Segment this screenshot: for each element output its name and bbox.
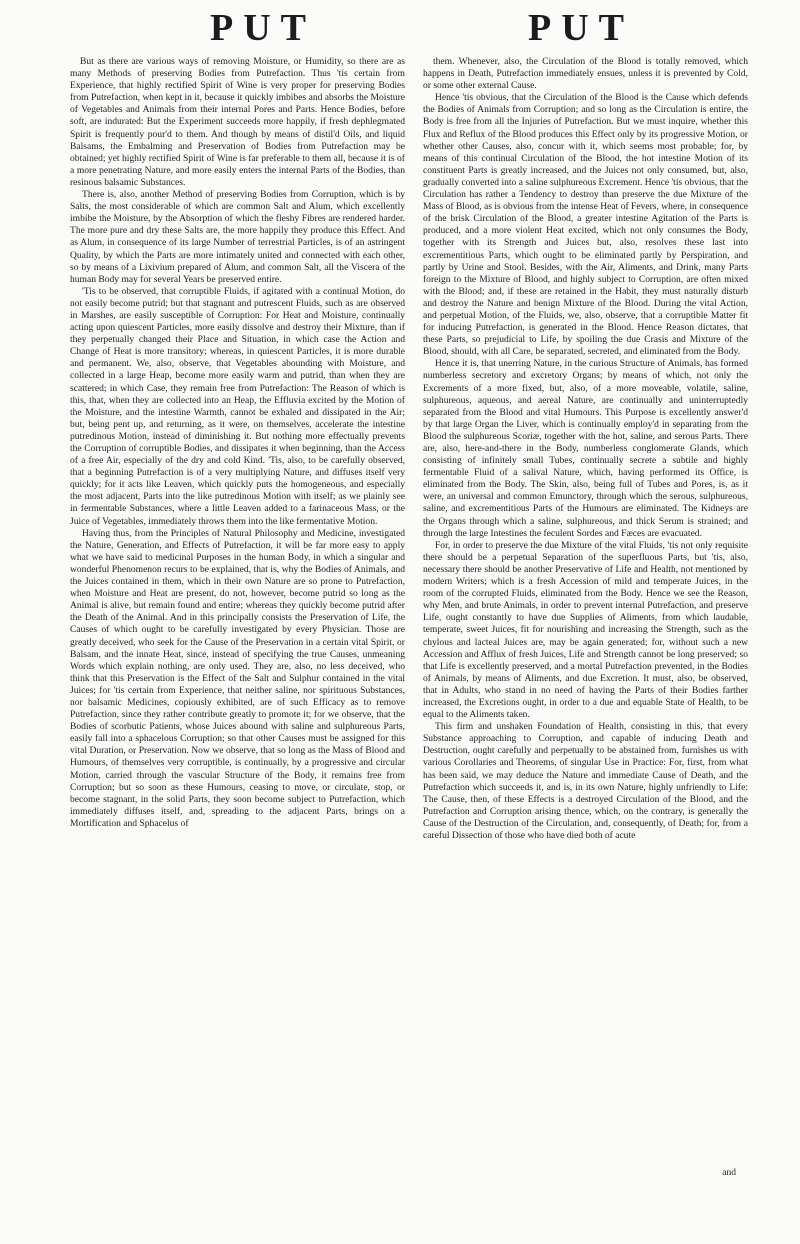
paragraph: them. Whenever, also, the Circulation of the Blood is totally removed, which happens in Death, Putrefaction immediately ensues, unless it is prevented by Cold, or some other external Cause. (423, 56, 748, 92)
right-text-column (423, 56, 748, 1236)
catchword: and (722, 1168, 736, 1178)
running-head-left: PUT (210, 7, 316, 49)
paragraph: Having thus, from the Principles of Natural Philosophy and Medicine, investigated the Nature, Generation, and Effects of Putrefaction, it will be far more easy to apply what we have said to medicinal Purposes in the human Body, in which a singular and wonderful Phenomenon recurs to be explained, that is, why the Bodies of Animals, and the Juices contained in them, which in their own Nature are so prone to Putrefaction, when Moisture and Heat are present, do not, however, become putrid so long as the Animal is alive, but remain found and entire; whereas they quickly become putrid after the Death of the Animal. And in this principally consists the Preservation of Life, the Causes of which ought to be carefully investigated by every Physician. Those are greatly deceived, who seek for the Cause of the Preservation in a certain vital Spirit, or Balsam, and the innate Heat, since, instead of specifying the true Causes, unmeaning Words which explain nothing, are only used. They are, also, no less deceived, who think that this Preservation is the Effect of the Salt and Sulphur contained in the vital Juices; for 'tis certain from Experience, that neither saline, nor spirituous Substances, nor balsamic Medicines, copiously exhibited, are of such Efficacy as to remove Putrefaction, since they rather contribute greatly to promote it; for we observe, that the Bodies of scorbutic Patients, whose Juices abound with saline and sulphureous Parts, easily fall into a sphacelous Corruption; so that other Causes must be assigned for this vital Duration, or Preservation. Now we observe, that so long as the Mass of Blood and Humours, of themselves very corruptible, is continually, by a progressive and circular Motion, carried through the vascular Structure of the Body, it remains free from Corruption; but so soon as these Humours, ceasing to move, or circulate, stop, or become stagnant, in the solid Parts, they soon become subject to Putrefaction, which immediately diffuses itself, and, spreading to the adjacent Parts, brings on a Mortification and Sphacelus of (70, 527, 405, 829)
paragraph: There is, also, another Method of preserving Bodies from Corruption, which is by Salts, the most considerable of which are common Salt and Alum, which excellently imbibe the Moisture, by the Absorption of which the fleshy Fibres are rendered harder. The more pure and dry these Salts are, the more happily they produce this Effect. And as Alum, in consequence of its large Number of terrestrial Particles, is of an astringent Quality, by which the Parts are more intimately united and connected with each other, so by means of a Lixivium prepared of Alum, and common Salt, all the Viscera of the human Body may for several Years be preserved entire. (70, 189, 405, 285)
left-text-column (70, 56, 405, 1236)
paragraph: Hence it is, that unerring Nature, in the curious Structure of Animals, has formed numberless secretory and excretory Organs; by means of which, not only the Excrements of a more fixed, but, also, of a more moveable, volatile, saline, sulphureous, aqueous, and aereal Nature, are continually and uninterruptedly separated from the Blood and vital Humours. This Purpose is excellently answer'd by that large Organ the Liver, which is continually employ'd in separating from the Blood the sulphureous Scoriæ, together with the hot, saline, and serous Parts. There are, also, here-and-there in the Body, numberless conglomerate Glands, which consisting of infinitely small Tubes, continually secrete a subtile and highly fermentable Fluid of a salival Nature, which, having performed its Office, is eliminated from the Body. The Skin, also, being full of Tubes and Pores, is, as it were, an universal and common Emunctory, through which the serous, sulphureous, saline, and excrementitious Parts of the Humours are eliminated. The Kidneys are the Organs through which a saline, sulphureous, and thick Serum is strained; and through the large Intestines the feculent Sordes and Fæces are evacuated. (423, 358, 748, 539)
paragraph: This firm and unshaken Foundation of Health, consisting in this, that every Substance approaching to Corruption, and capable of inducing Death and Destruction, ought carefully and perpetually to be abstained from, furnishes us with various Corollaries and Theorems, of singular Use in Practice: For, first, from what has been said, we may deduce the Nature and immediate Cause of Death, and the Putrefaction which succeeds it, and is, in its own Nature, highly unfriendly to Life: The Cause, then, of these Effects is a destroyed Circulation of the Blood, and the Putrefaction and Corruption arising thence, which, on the contrary, is generally the Cause of the Destruction of the Circulation, and, consequently, of Death; for, from a careful Dissection of those who have died both of acute (423, 721, 748, 841)
paragraph: But as there are various ways of removing Moisture, or Humidity, so there are as many Methods of preserving Bodies from Putrefaction. Thus 'tis certain from Experience, that highly rectified Spirit of Wine is very proper for preserving Bodies from Putrefaction, when kept in it, because it quickly imbibes and absorbs the Moisture of Vegetables and Animals from their internal Pores and Parts. Hence Bodies, before soft, are indurated: But the Experiment succeeds more happily, if fresh dephlegmated Spirit is frequently pour'd to them. And though by means of distil'd Oils, and liquid Balsams, the Embalming and Preservation of Bodies from Putrefaction may be obtained; yet highly rectified Spirit of Wine is far preferable to them all, because it is of a more penetrating Nature, and more easily enters the internal Parts of the Bodies, than resinous balsamic Substances. (70, 56, 405, 188)
paragraph: 'Tis to be observed, that corruptible Fluids, if agitated with a continual Motion, do not easily become putrid; but that stagnant and putrescent Fluids, such as are observed in Marshes, are easily susceptible of Corruption: For Heat and Moisture, continually acting upon quiescent Particles, more easily dissolve and destroy their Mixture, than if they perpetually changed their Place and Situation, in which case the Action and Change of Heat is more transitory; whereas, in quiescent Particles, it is more durable and permanent. We, also, observe, that Vegetables abounding with Moisture, and collected in a large Heap, become more easily warm and putrid, than when they are scattered; in which Case, they remain free from Putrefaction: The Reason of which is this, that, when they are collected into an Heap, the Effluvia excited by the Motion of the Moisture, and the intestine Warmth, cannot be exhaled and dissipated in the Air; but, being pent up, and returning, as it were, on themselves, accelerate the intestine putredinous Motion, instead of diminishing it. But nothing more effectually prevents the Corruption of corruptible Bodies, and dissipates it when beginning, than the Access of a free Air, especially of the dry and cold Kind. 'Tis, also, to be carefully observed, that a beginning Putrefaction is of a very multiplying Nature, and diffuses itself very quickly; for it acts like Leaven, which quickly puts the homogeneous, and especially the most adjacent, Parts into the like putredinous Motion with itself; as we plainly see in fermentable Substances, where a little Leaven added to a farinaceous Mass, or the Juice of Vegetables, immediately throws them into the like fermentative Motion. (70, 285, 405, 527)
running-head-right: PUT (528, 7, 634, 49)
paragraph: Hence 'tis obvious, that the Circulation of the Blood is the Cause which defends the Bodies of Animals from Corruption; and so long as the Circulation is entire, the Body is free from all the Injuries of Putrefaction. But we must inquire, whether this Flux and Reflux of the Blood produces this Effect only by its progressive Motion, or whether other Causes, also, concur with it, which seems most probable; for, by means of this continual Circulation of the Blood, the hot intestine Motion of its constituent Parts is greatly increased, and the Juices not only consumed, but, also, gradually converted into a saline sulphureous Excrement. Hence 'tis obvious, that the Circulation has rather a Tendency to destroy than preserve the due Mixture of the Mass of Blood, as is obvious from the intense Heat of Fevers, where, in consequence of the brisk Circulation of the Blood, a greater intestine Agitation of the Parts is produced, and a more violent Heat excited, which not only consumes the Body, together with its Strength and Juices but, also, resolves these last into excrementitious Parts, which ought to be eliminated partly by Perspiration, and partly by Urine and Stool. Besides, with the Air, Aliments, and Drink, many Parts foreign to the Mixture of Blood, and highly subject to Corruption, are often mixed with the Blood; and, if these are retained in the Habit, they must naturally disturb and destroy the Nature and benign Mixture of the Blood. During the vital Action, and perpetual Motion, of the Fluids, we, also, observe, that a corruptible Matter fit for inducing Putrefaction, is generated in the Blood. Hence Reason dictates, that these Parts, so prejudicial to Life, by spoiling the due Crasis and Mixture of the Blood, should, with all Care, be separated, secreted, and eliminated from the Body. (423, 92, 748, 358)
paragraph: For, in order to preserve the due Mixture of the vital Fluids, 'tis not only requisite there should be a perpetual Separation of the superfluous Parts, but 'tis, also, necessary there should be another Preservative of Life and Health, not mentioned by modern Writers; which is a fresh Accession of mild and temperate Juices, in the room of the corrupted Fluids, eliminated from the Body. Hence we see the Reason, why Men, and brute Animals, in order to prevent internal Putrefaction, and preserve Life, ought constantly to have due Supplies of Aliments, from which laudable, temperate, sweet Juices, fit for nourishing and increasing the Strength, such as the chylous and lacteal Juices are, may be again generated; for, without such a new Accession and Afflux of fresh Juices, Life and Strength cannot be long preserved; so that Life is excellently preserved, and a mortal Putrefaction prevented, in the Bodies of Animals, by means of Aliments, and due Excretion. It must, also, be observed, that in Adults, who stand in no need of having the Parts of their Bodies farther increased, the Excretions ought, in order to a due and equable State of Health, to be equal to the Aliments taken. (423, 539, 748, 721)
